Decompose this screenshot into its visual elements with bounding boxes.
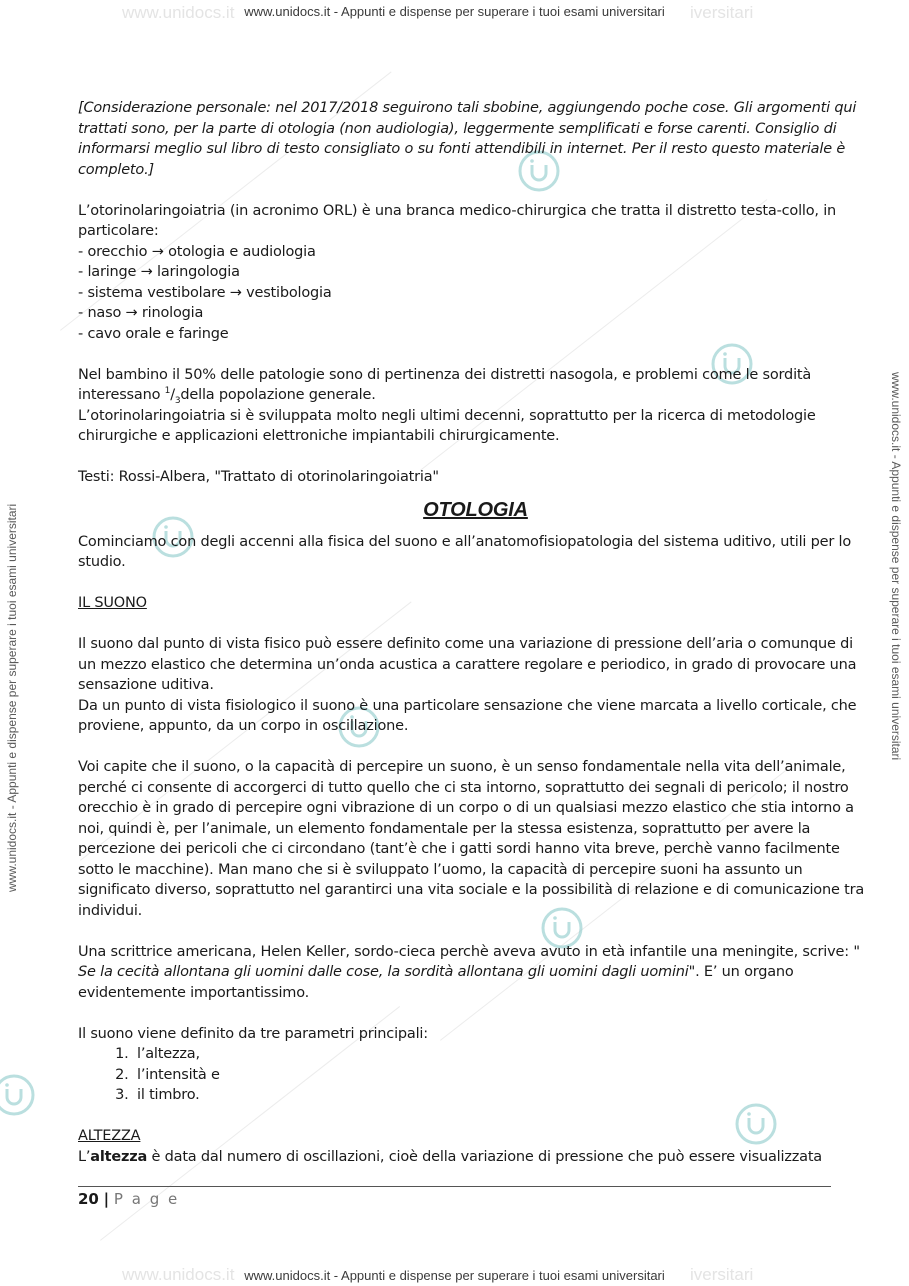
suono-paragraph-1: Il suono dal punto di vista fisico può essere definito come una variazione di pressione dell’aria o comunque di un mezzo elastico che determina un’onda acustica a carattere regolare e periodico, in grado di provocare una sensazione uditiva. xyxy=(78,636,857,693)
watermark-ghost: iversitari xyxy=(690,1265,754,1284)
footer-divider xyxy=(78,1186,831,1187)
watermark-ghost: www.unidocs.it xyxy=(122,3,235,22)
suono-paragraph-2: Da un punto di vista fisiologico il suono è una particolare sensazione che viene marcata a livello corticale, che proviene, appunto, da un corpo in oscillazione. xyxy=(78,697,857,734)
watermark-ghost: www.unidocs.it xyxy=(122,1265,235,1284)
definition-paragraph: L’otorinolaringoiatria (in acronimo ORL) è una branca medico-chirurgica che tratta il distretto testa-collo, in particolare: xyxy=(78,202,837,239)
watermark-ghost: iversitari xyxy=(690,3,754,22)
watermark-side-right: www.unidocs.it - Appunti e dispense per superare i tuoi esami universitari xyxy=(889,372,903,761)
development-paragraph: L’otorinolaringoiatria si è sviluppata molto negli ultimi decenni, soprattutto per la ricerca di metodologie chirurgiche e applicazioni elettroniche impiantabili chirurgicamente. xyxy=(78,407,816,444)
section-intro: Cominciamo con degli accenni alla fisica del suono e all’anatomofisiopatologia del sistema uditivo, utili per lo studio. xyxy=(78,533,852,570)
list-item: - naso → rinologia xyxy=(78,305,204,321)
list-item: - orecchio → otologia e audiologia xyxy=(78,243,316,260)
suono-heading: IL SUONO xyxy=(78,595,147,611)
section-title: OTOLOGIA xyxy=(423,498,528,521)
list-item: 3. il timbro. xyxy=(133,1085,873,1106)
list-item: - laringe → laringologia xyxy=(78,264,240,280)
watermark-header: www.unidocs.it - Appunti e dispense per superare i tuoi esami universitari xyxy=(244,4,665,19)
watermark-side-left: www.unidocs.it - Appunti e dispense per superare i tuoi esami universitari xyxy=(5,503,19,892)
keller-paragraph xyxy=(78,942,873,1004)
params-intro: Il suono viene definito da tre parametri principali: xyxy=(78,1025,428,1042)
page-number: 20 xyxy=(78,1190,99,1208)
branches-list xyxy=(78,242,873,345)
child-note-text: Nel bambino il 50% delle patologie sono di pertinenza dei distretti nasogola, e problemi come le sordità interessano xyxy=(78,366,812,403)
list-item: 1. l’altezza, xyxy=(133,1044,873,1065)
keller-text: Una scrittrice americana, Helen Keller, sordo-cieca perchè aveva avuto in età infantile una meningite, scrive: " xyxy=(78,943,860,960)
page-label: P a g e xyxy=(113,1190,180,1208)
altezza-text: è data dal numero di oscillazioni, cioè della variazione di pressione che può essere visualizzata xyxy=(147,1148,822,1165)
page-footer xyxy=(78,1190,179,1208)
footer-separator: | xyxy=(103,1190,110,1208)
params-list xyxy=(78,1044,873,1106)
document-body xyxy=(78,98,873,1167)
keller-text-end: ". E’ un organo evidentemente importantissimo. xyxy=(78,964,794,1001)
altezza-heading: ALTEZZA xyxy=(78,1128,141,1144)
keller-quote: Se la cecità allontana gli uomini dalle cose, la sordità allontana gli uomini dagli uomini xyxy=(78,964,689,980)
child-note-paragraph: Nel bambino il 50% delle patologie sono di pertinenza dei distretti nasogola, e problemi come le sordità interessano $^1/_3della$ popolazione generale. xyxy=(78,366,812,406)
suono-paragraph-3: Voi capite che il suono, o la capacità di percepire un suono, è un senso fondamentale nella vita dell’animale, perché ci consente di accorgerci di tutto quello che ci sta intorno, soprattutto dei segnali di pericolo; il nostro orecchio è in grado di percepire ogni vibrazione di un corpo o di un qualsiasi mezzo elastico che stia intorno a noi, quindi è, per l’animale, un elemento fondamentale per la stessa esistenza, soprattutto per avere la percezione dei pericoli che ci circondano (tant’è che i gatti sordi hanno vita breve, perchè vanno facilmente sotto le macchine). Man mano che si è sviluppato l’uomo, la capacità di percepire suoni ha assunto un significato diverso, soprattutto nel garantirci una vita sociale e la possibilità di relazione e di comunicazione tra individui. xyxy=(78,759,865,919)
watermark-footer: www.unidocs.it - Appunti e dispense per superare i tuoi esami universitari xyxy=(244,1268,665,1283)
altezza-prefix: L’ xyxy=(78,1148,91,1165)
unidocs-logo-icon xyxy=(0,1073,36,1117)
intro-note: [Considerazione personale: nel 2017/2018 seguirono tali sbobine, aggiungendo poche cose. Gli argomenti qui trattati sono, per la parte di otologia (non audiologia), leggermente semplificati e forse carenti. Consiglio di informarsi meglio sul libro di testo consigliato o su fonti attendibili in internet. Per il resto questo materiale è completo.] xyxy=(78,100,857,178)
list-item: - sistema vestibolare → vestibologia xyxy=(78,284,332,301)
list-item: 2. l’intensità e xyxy=(133,1065,873,1086)
texts-reference: Testi: Rossi-Albera, "Trattato di otorinolaringoiatria" xyxy=(78,469,439,485)
altezza-bold-term: altezza xyxy=(90,1148,148,1165)
altezza-paragraph xyxy=(78,1147,873,1168)
fraction-denominator: 3 xyxy=(174,395,181,406)
fraction-numerator: 1 xyxy=(164,386,171,397)
child-note-text-end: della popolazione generale. xyxy=(180,387,376,403)
list-item: - cavo orale e faringe xyxy=(78,325,229,342)
